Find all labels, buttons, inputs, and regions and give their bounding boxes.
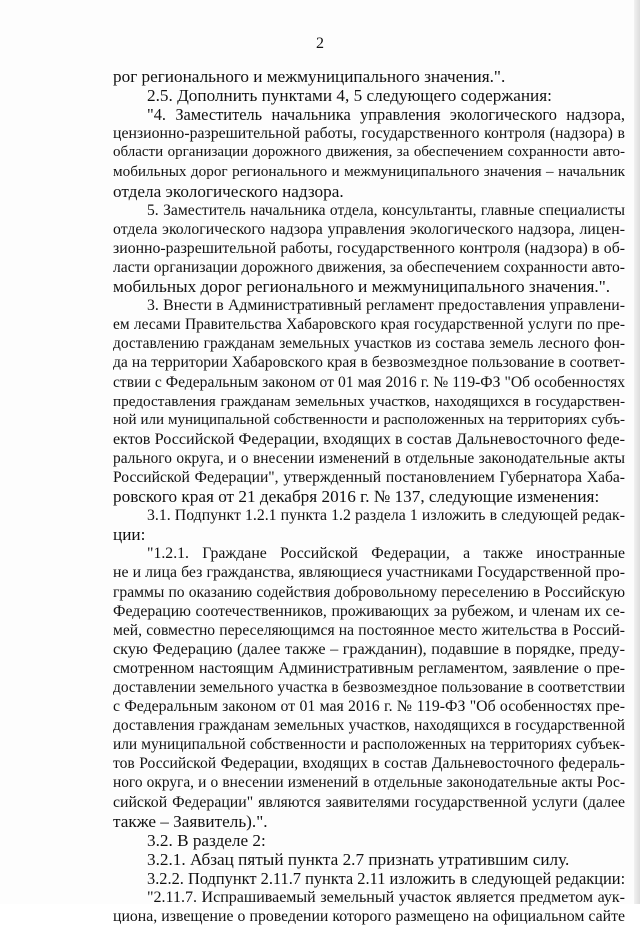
text-line: 3. Внести в Административный регламент предоставления управлени- bbox=[147, 297, 625, 315]
text-line: тов Российской Федерации, входящих в состав Дальневосточного федераль- bbox=[113, 755, 625, 773]
text-line: с Федеральным законом от 01 мая 2016 г. № 119-ФЗ "Об особенностях пре- bbox=[113, 698, 625, 716]
text-line: или муниципальной собственности и расположенных на территориях субъек- bbox=[113, 736, 625, 754]
text-line: 3.1. Подпункт 1.2.1 пункта 1.2 раздела 1 изложить в следующей редак- bbox=[147, 507, 625, 525]
text-line: ектов Российской Федерации, входящих в состав Дальневосточного феде- bbox=[113, 429, 625, 448]
text-line: цензионно-разрешительной работы, государственного контроля (надзора) в bbox=[113, 125, 625, 143]
text-line: "4. Заместитель начальника управления экологического надзора, bbox=[147, 105, 625, 125]
text-line: смотренном настоящим Административным регламентом, заявление о пре- bbox=[113, 659, 625, 677]
text-line: ем лесами Правительства Хабаровского края государственной услуги по пре- bbox=[113, 316, 625, 334]
text-line: доставлению гражданам земельных участков из состава земель лесного фон- bbox=[113, 335, 625, 353]
text-line: ной или муниципальной собственности и расположенных на территориях субъ- bbox=[113, 411, 625, 428]
text-line: ного округа, и о внесении изменений в отдельные законодательные акты Рос- bbox=[113, 774, 625, 792]
page-edge-shadow bbox=[634, 0, 640, 904]
text-line: циона, извещение о проведении которого размещено на официальном сайте bbox=[113, 908, 625, 926]
text-line: рального округа, и о внесении изменений в отдельные законодательные акты bbox=[113, 449, 625, 467]
text-line: Российской Федерации", утвержденный постановлением Губернатора Хаба- bbox=[113, 468, 625, 486]
page-number: 2 bbox=[316, 35, 324, 52]
text-line: граммы по оказанию содействия добровольному переселению в Российскую bbox=[113, 583, 625, 601]
text-line: скую Федерацию (далее также – гражданин), подавшие в порядке, преду- bbox=[113, 639, 625, 658]
text-line: 2.5. Дополнить пунктами 4, 5 следующего содержания: bbox=[147, 86, 552, 106]
text-line: Федерацию соотечественников, проживающих за рубежом, и членам их се- bbox=[113, 602, 625, 620]
text-line: также – Заявитель).". bbox=[113, 811, 268, 831]
text-line: доставлении земельного участка в безвозмездное пользование в соответствии bbox=[113, 679, 625, 696]
document-body bbox=[113, 67, 625, 926]
text-line: отдела экологического надзора управления экологического надзора, лицен- bbox=[113, 220, 625, 238]
text-line: 3.2. В разделе 2: bbox=[147, 830, 266, 850]
text-line: "2.11.7. Испрашиваемый земельный участок является предметом аук- bbox=[147, 889, 625, 907]
text-line: предоставления гражданам земельных участков, находящихся в государствен- bbox=[113, 392, 625, 410]
text-line: ласти организации дорожного движения, за обеспечением сохранности авто- bbox=[113, 258, 625, 276]
text-line: ствии с Федеральным законом от 01 мая 2016 г. № 119-ФЗ "Об особенностях bbox=[113, 373, 625, 391]
text-line: да на территории Хабаровского края в безвозмездное пользование в соответ- bbox=[113, 354, 625, 372]
text-line: мей, совместно переселяющимся на постоянное место жительства в Россий- bbox=[113, 621, 625, 639]
text-line: области организации дорожного движения, за обеспечением сохранности авто- bbox=[113, 144, 625, 161]
text-line: рог регионального и межмуниципального значения.". bbox=[113, 67, 506, 86]
text-line: доставления гражданам земельных участков, находящихся в государственной bbox=[113, 717, 625, 735]
text-line: отдела экологического надзора. bbox=[113, 181, 344, 201]
text-line: не и лица без гражданства, являющиеся участниками Государственной про- bbox=[113, 564, 625, 582]
text-line: зионно-разрешительной работы, государственного контроля (надзора) в об- bbox=[113, 239, 625, 257]
text-line: 3.2.2. Подпункт 2.11.7 пункта 2.11 изложить в следующей редакции: bbox=[147, 868, 626, 888]
text-line: "1.2.1. Граждане Российской Федерации, а также иностранные bbox=[147, 545, 625, 563]
text-line: 3.2.1. Абзац пятый пункта 2.7 признать утратившим силу. bbox=[147, 849, 570, 869]
text-line: ровского края от 21 декабря 2016 г. № 137, следующие изменения: bbox=[113, 487, 600, 507]
text-line: мобильных дорог регионального и межмуниципального значения – начальник bbox=[113, 163, 625, 181]
text-line: сийской Федерации" являются заявителями государственной услуги (далее bbox=[113, 793, 625, 811]
text-line: ции: bbox=[113, 525, 146, 545]
text-line: мобильных дорог регионального и межмуниципального значения.". bbox=[113, 277, 611, 297]
text-line: 5. Заместитель начальника отдела, консультанты, главные специалисты bbox=[147, 201, 625, 219]
